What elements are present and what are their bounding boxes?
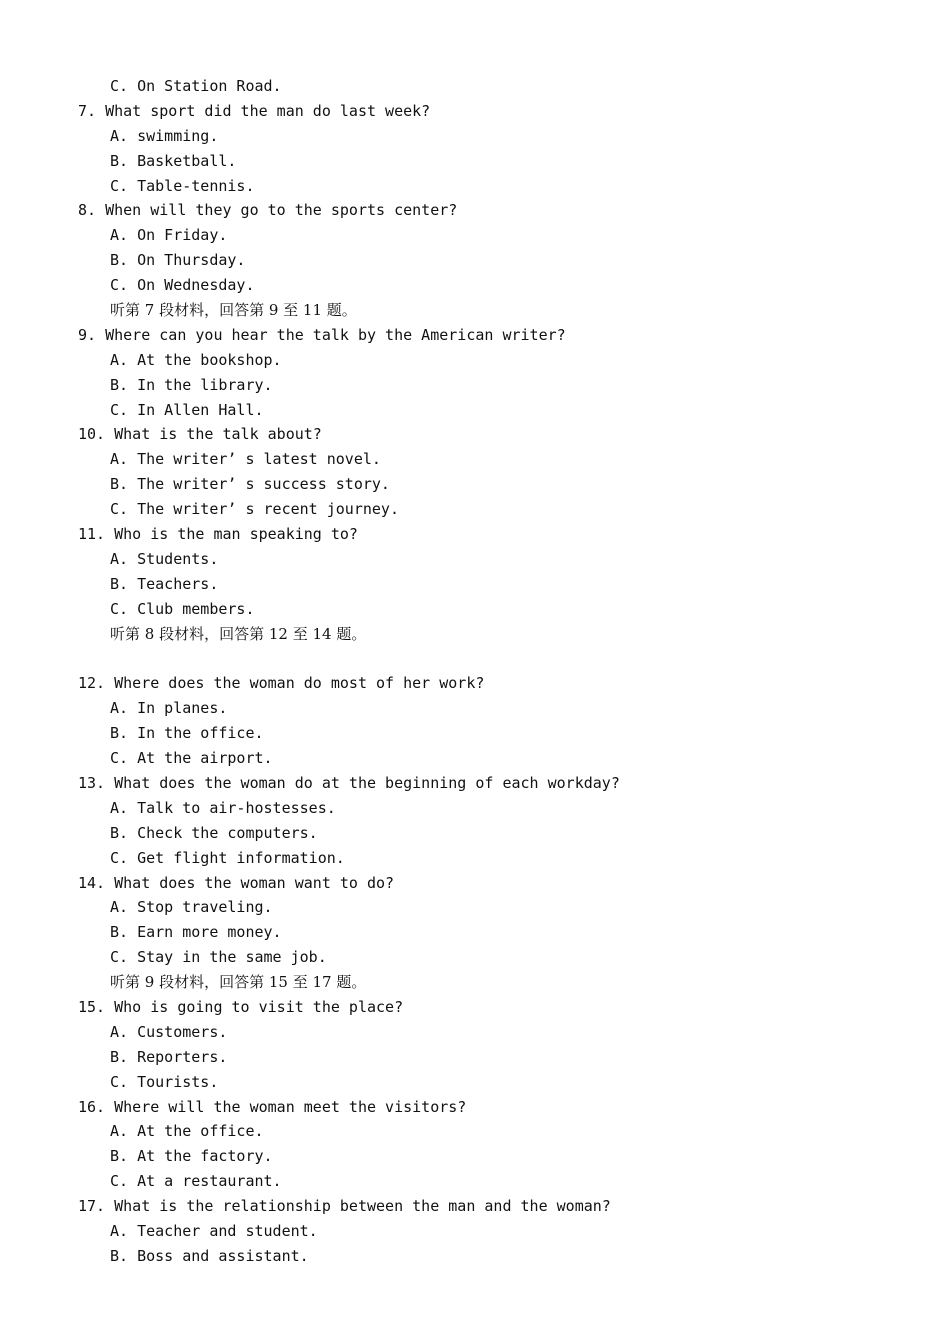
option-line: B. In the office.: [110, 724, 264, 743]
option-line: A. At the office.: [110, 1122, 264, 1141]
option-line: B. Check the computers.: [110, 823, 318, 842]
option-line: B. In the library.: [110, 375, 273, 394]
option-line: B. Earn more money.: [110, 923, 282, 942]
option-line: A. Teacher and student.: [110, 1221, 318, 1240]
option-line: A. Students.: [110, 549, 219, 568]
section-instruction: 听第 9 段材料，回答第 15 至 17 题。: [110, 973, 367, 992]
question-line: 8. When will they go to the sports center?: [78, 201, 458, 220]
question-line: 12. Where does the woman do most of her work?: [78, 674, 485, 693]
option-line: B. Boss and assistant.: [110, 1246, 309, 1265]
option-line: A. At the bookshop.: [110, 350, 282, 369]
option-line: A. swimming.: [110, 126, 219, 145]
question-line: 17. What is the relationship between the man and the woman?: [78, 1197, 611, 1216]
option-line: C. Tourists.: [110, 1072, 219, 1091]
question-line: 13. What does the woman do at the beginning of each workday?: [78, 773, 620, 792]
document-page: [0, 74, 950, 1269]
option-line: A. In planes.: [110, 699, 228, 718]
question-line: 10. What is the talk about?: [78, 425, 322, 444]
option-line: C. Table-tennis.: [110, 176, 255, 195]
question-line: 14. What does the woman want to do?: [78, 873, 395, 892]
question-line: 7. What sport did the man do last week?: [78, 101, 431, 120]
question-line: 11. Who is the man speaking to?: [78, 525, 358, 544]
option-line: C. At a restaurant.: [110, 1172, 282, 1191]
option-line: C. Get flight information.: [110, 848, 345, 867]
option-line: C. Stay in the same job.: [110, 948, 327, 967]
option-line: A. Talk to air-hostesses.: [110, 798, 336, 817]
section-instruction: 听第 8 段材料，回答第 12 至 14 题。: [110, 624, 367, 643]
question-line: 16. Where will the woman meet the visitors?: [78, 1097, 467, 1116]
option-line: A. The writer’ s latest novel.: [110, 450, 381, 469]
option-line: A. Customers.: [110, 1022, 228, 1041]
question-line: 9. Where can you hear the talk by the American writer?: [78, 325, 566, 344]
option-line: C. On Wednesday.: [110, 276, 255, 295]
option-line: C. On Station Road.: [110, 77, 282, 95]
option-line: A. Stop traveling.: [110, 898, 273, 917]
option-line: C. Club members.: [110, 599, 255, 618]
option-line: A. On Friday.: [110, 226, 228, 245]
option-line: B. Teachers.: [110, 574, 219, 593]
option-line: B. Reporters.: [110, 1047, 228, 1066]
option-line: B. On Thursday.: [110, 251, 246, 270]
option-line: C. At the airport.: [110, 749, 273, 768]
option-line: C. The writer’ s recent journey.: [110, 500, 399, 519]
option-line: B. At the factory.: [110, 1147, 273, 1166]
option-line: B. The writer’ s success story.: [110, 475, 390, 494]
option-line: C. In Allen Hall.: [110, 400, 264, 419]
section-instruction: 听第 7 段材料，回答第 9 至 11 题。: [110, 301, 357, 320]
question-line: 15. Who is going to visit the place?: [78, 997, 404, 1016]
blank-line: [0, 646, 950, 671]
option-line: B. Basketball.: [110, 151, 237, 170]
